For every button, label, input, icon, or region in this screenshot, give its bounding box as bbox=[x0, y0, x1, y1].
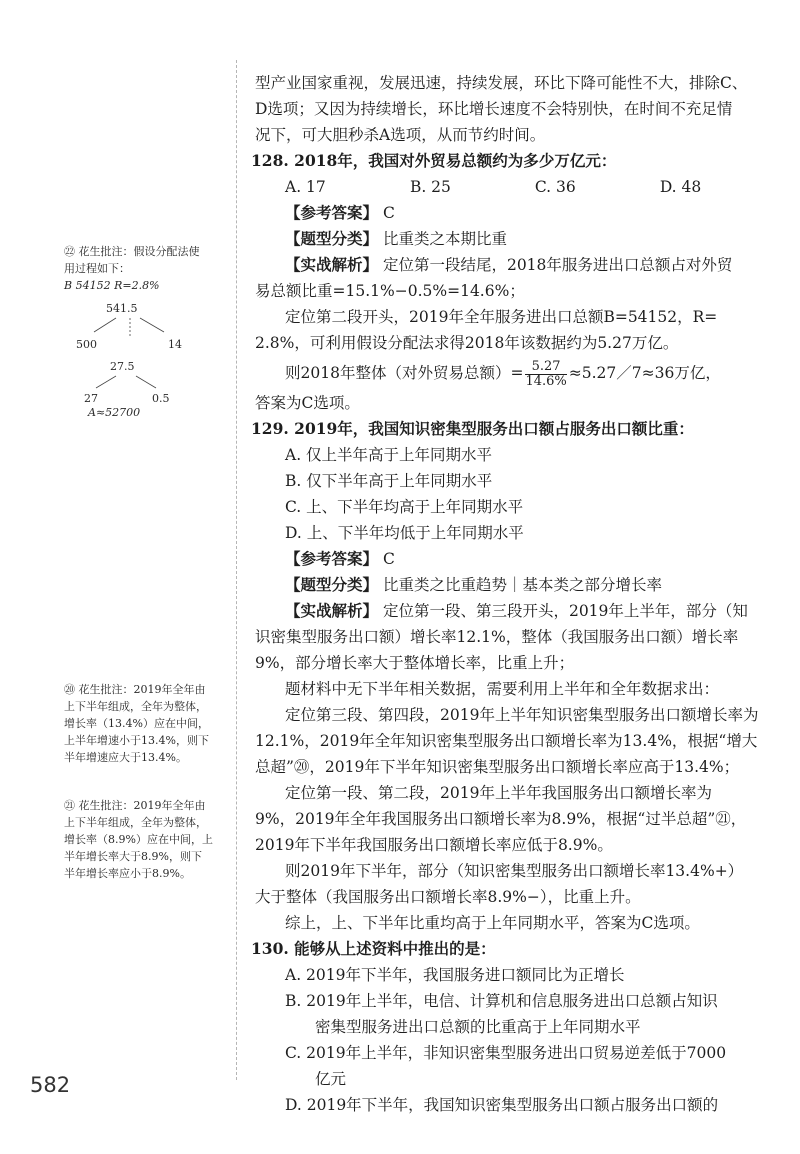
note-line: 上下半年组成，全年为整体， bbox=[64, 700, 207, 713]
answer-tag: 【参考答案】 bbox=[285, 203, 379, 222]
note-line: B 54152 R=2.8% bbox=[64, 279, 160, 292]
tree-right: 14 bbox=[168, 338, 182, 351]
side-note-2 bbox=[64, 681, 236, 766]
analysis-line: 定位第三段、第四段，2019年上半年知识密集型服务出口额增长率为 bbox=[285, 706, 759, 724]
analysis-line: 2019年下半年我国服务出口额增长率应低于8.9%。 bbox=[255, 836, 613, 854]
analysis-line: 易总额比重=15.1%−0.5%=14.6%； bbox=[255, 282, 525, 300]
analysis-tag: 【实战解析】 bbox=[285, 601, 379, 620]
option-c: C. 2019年上半年，非知识密集型服务进出口贸易逆差低于7000 bbox=[285, 1044, 727, 1062]
analysis-line: 识密集型服务出口额）增长率12.1%，整体（我国服务出口额）增长率 bbox=[255, 628, 739, 646]
question-number: 129. bbox=[251, 419, 289, 438]
note-line: 半年增速应大于13.4%。 bbox=[64, 751, 187, 764]
margin-divider bbox=[236, 60, 237, 1080]
analysis-line: 定位第二段开头，2019年全年服务进出口总额B=54152，R= bbox=[285, 308, 718, 326]
fraction bbox=[525, 360, 566, 389]
tree-branch bbox=[96, 376, 116, 388]
note-line: 半年增长率大于8.9%，则下 bbox=[64, 850, 202, 863]
text-line: D选项；又因为持续增长，环比增长速度不会特别快，在时间不充足情 bbox=[255, 100, 733, 118]
question-129 bbox=[251, 416, 694, 442]
note-line: ㉑ 花生批注：2019年全年由 bbox=[64, 799, 206, 812]
note-line: ㉒ 花生批注：假设分配法使 bbox=[64, 245, 200, 258]
formula-suffix: ≈5.27／7≈36万亿， bbox=[568, 364, 721, 382]
analysis-row bbox=[285, 598, 748, 624]
question-text: 能够从上述资料中推出的是： bbox=[294, 939, 496, 958]
tree-mid: 27.5 bbox=[110, 360, 135, 373]
option-b: B. 仅下半年高于上年同期水平 bbox=[285, 472, 493, 490]
type-tag: 【题型分类】 bbox=[285, 575, 379, 594]
note-line: 半年增长率应小于8.9%。 bbox=[64, 867, 191, 880]
analysis-line: 总超”⑳，2019年下半年知识密集型服务出口额增长率应高于13.4%； bbox=[255, 758, 740, 776]
analysis-text: 定位第一段结尾，2018年服务进出口总额占对外贸 bbox=[382, 256, 733, 274]
analysis-line: 则2019年下半年，部分（知识密集型服务出口额增长率13.4%+） bbox=[285, 862, 744, 880]
tree-bottom-right: 0.5 bbox=[152, 392, 170, 405]
option-a: A. 仅上半年高于上年同期水平 bbox=[285, 446, 493, 464]
option-d: D. 2019年下半年，我国知识密集型服务出口额占服务出口额的 bbox=[285, 1096, 719, 1114]
note-line: 上半年增速小于13.4%，则下 bbox=[64, 734, 209, 747]
option-b: B. 25 bbox=[409, 178, 451, 196]
type-row bbox=[285, 226, 507, 252]
formula-prefix: 则2018年整体（对外贸易总额）= bbox=[285, 364, 524, 382]
answer-tag: 【参考答案】 bbox=[285, 549, 379, 568]
text-line: 况下，可大胆秒杀A选项，从而节约时间。 bbox=[255, 126, 546, 144]
option-c-cont: 亿元 bbox=[315, 1070, 347, 1088]
option-a: A. 17 bbox=[285, 178, 326, 196]
answer-value: C bbox=[382, 204, 395, 222]
page-number: 582 bbox=[30, 1073, 71, 1097]
text-line: 型产业国家重视，发展迅速，持续发展，环比下降可能性不大，排除C、 bbox=[255, 74, 748, 92]
tree-branch bbox=[140, 318, 164, 332]
analysis-text: 定位第一段、第三段开头，2019年上半年，部分（知 bbox=[382, 602, 748, 620]
question-number: 128. bbox=[251, 151, 289, 170]
type-tag: 【题型分类】 bbox=[285, 229, 379, 248]
analysis-line: 题材料中无下半年相关数据，需要利用上半年和全年数据求出： bbox=[285, 680, 720, 698]
fraction-denominator: 14.6% bbox=[525, 373, 567, 389]
analysis-line: 12.1%，2019年全年知识密集型服务出口额增长率为13.4%，根据“增大 bbox=[255, 732, 758, 750]
option-a: A. 2019年下半年，我国服务进口额同比为正增长 bbox=[285, 966, 625, 984]
analysis-line: 综上，上、下半年比重均高于上年同期水平，答案为C选项。 bbox=[285, 914, 700, 932]
analysis-line: 9%，2019年全年我国服务出口额增长率为8.9%，根据“过半总超”㉑， bbox=[255, 810, 747, 828]
analysis-tag: 【实战解析】 bbox=[285, 255, 379, 274]
analysis-line: 定位第一段、第二段，2019年上半年我国服务出口额增长率为 bbox=[285, 784, 712, 802]
option-c: C. 36 bbox=[534, 178, 576, 196]
option-d: D. 上、下半年均低于上年同期水平 bbox=[285, 524, 524, 542]
side-note-1 bbox=[64, 243, 236, 294]
fraction-numerator: 5.27 bbox=[525, 360, 566, 375]
note-line: 用过程如下： bbox=[64, 262, 130, 275]
question-text: 2019年，我国知识密集型服务出口额占服务出口额比重： bbox=[294, 419, 694, 438]
note-line: 增长率（8.9%）应在中间，上 bbox=[64, 833, 213, 846]
note-line: 增长率（13.4%）应在中间， bbox=[64, 717, 209, 730]
options-row bbox=[285, 174, 780, 200]
question-number: 130. bbox=[251, 939, 289, 958]
note-line: ⑳ 花生批注：2019年全年由 bbox=[64, 683, 206, 696]
analysis-line: 大于整体（我国服务出口额增长率8.9%−），比重上升。 bbox=[255, 888, 641, 906]
tree-left: 500 bbox=[76, 338, 97, 351]
type-row bbox=[285, 572, 662, 598]
note-line: 上下半年组成，全年为整体， bbox=[64, 816, 207, 829]
question-128 bbox=[251, 148, 616, 174]
question-text: 2018年，我国对外贸易总额约为多少万亿元： bbox=[294, 151, 617, 170]
answer-value: C bbox=[382, 550, 395, 568]
analysis-formula-line bbox=[285, 356, 721, 390]
type-value: 比重类之本期比重 bbox=[382, 230, 507, 248]
option-b-cont: 密集型服务进出口总额的比重高于上年同期水平 bbox=[315, 1018, 641, 1036]
analysis-row bbox=[285, 252, 732, 278]
tree-bottom-left: 27 bbox=[84, 392, 98, 405]
option-c: C. 上、下半年均高于上年同期水平 bbox=[285, 498, 524, 516]
tree-result: A≈52700 bbox=[88, 406, 141, 419]
answer-row bbox=[285, 200, 395, 226]
type-value: 比重类之比重趋势｜基本类之部分增长率 bbox=[382, 576, 662, 594]
analysis-line: 9%，部分增长率大于整体增长率，比重上升； bbox=[255, 654, 575, 672]
tree-branch bbox=[136, 376, 156, 388]
analysis-line: 2.8%，可利用假设分配法求得2018年该数据约为5.27万亿。 bbox=[255, 334, 679, 352]
analysis-line: 答案为C选项。 bbox=[255, 394, 360, 412]
question-130 bbox=[251, 936, 496, 962]
answer-row bbox=[285, 546, 395, 572]
tree-branch bbox=[94, 318, 116, 332]
tree-top: 541.5 bbox=[106, 302, 138, 315]
side-note-3 bbox=[64, 797, 236, 882]
allocation-tree-diagram bbox=[60, 290, 210, 420]
option-d: D. 48 bbox=[659, 178, 702, 196]
option-b: B. 2019年上半年，电信、计算机和信息服务进出口总额占知识 bbox=[285, 992, 718, 1010]
